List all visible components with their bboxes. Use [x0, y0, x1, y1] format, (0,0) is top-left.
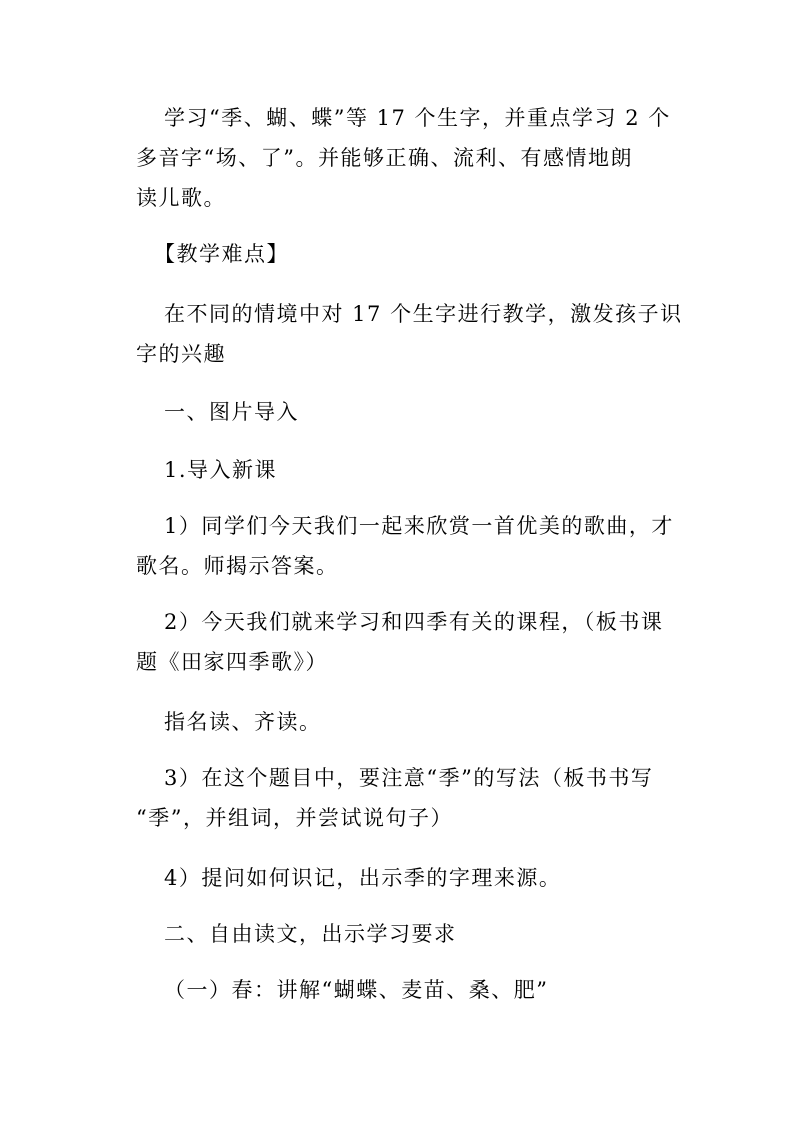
subheading-new-lesson: [136, 450, 660, 490]
text-line: 字的兴趣: [136, 342, 226, 366]
paragraph-step-4: [136, 858, 660, 898]
section-heading-teaching-difficulty: [136, 234, 660, 274]
text-line: 3）在这个题目中，要注意“季”的写法（板书书写: [164, 766, 654, 790]
text-line: 二、自由读文，出示学习要求: [164, 922, 457, 946]
text-line: 读儿歌。: [136, 186, 226, 210]
paragraph-difficulty: [136, 294, 683, 374]
text-line: 1）同学们今天我们一起来欣赏一首优美的歌曲，才: [164, 514, 674, 538]
text-line: 歌名。师揭示答案。: [136, 554, 339, 578]
text-line: 【教学难点】: [154, 242, 289, 266]
paragraph-step-1: [136, 506, 674, 586]
text-line: “季”，并组词，并尝试说句子）: [136, 806, 453, 830]
text-line: 指名读、齐读。: [164, 710, 322, 734]
paragraph-learning-goal: [136, 98, 671, 218]
text-line: 在不同的情境中对 17 个生字进行教学，激发孩子识: [164, 302, 683, 326]
text-line: 题《田家四季歌》）: [136, 650, 328, 674]
paragraph-step-2: [136, 602, 664, 682]
text-line: 学习“季、蝴、蝶”等 17 个生字，并重点学习 2 个: [164, 106, 671, 130]
text-line: 一、图片导入: [164, 400, 299, 424]
text-line: 多音字“场、了”。并能够正确、流利、有感情地朗: [136, 146, 633, 170]
subheading-spring: [136, 970, 660, 1010]
paragraph-reading: [136, 702, 660, 742]
text-line: 2）今天我们就来学习和四季有关的课程，（板书课: [164, 610, 664, 634]
paragraph-step-3: [136, 758, 660, 838]
section-heading-picture-intro: [136, 392, 660, 432]
text-line: 4）提问如何识记，出示季的字理来源。: [164, 866, 562, 890]
text-line: （一）春：讲解“蝴蝶、麦苗、桑、肥”: [164, 978, 549, 1002]
section-heading-free-reading: [136, 914, 660, 954]
text-line: 1.导入新课: [164, 458, 278, 482]
